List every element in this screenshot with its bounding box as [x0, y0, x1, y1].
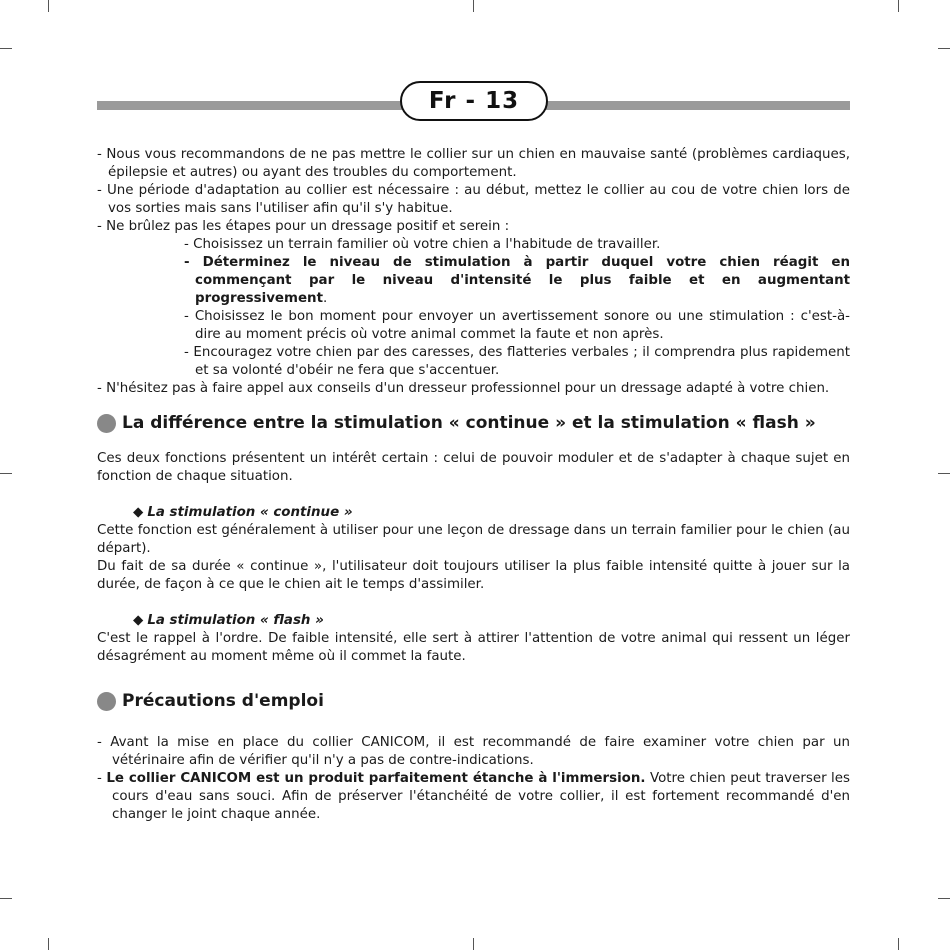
subsection-title-continue — [97, 504, 850, 522]
intro-item: - Nous vous recommandons de ne pas mettre le collier sur un chien en mauvaise santé (problèmes cardiaques, épilepsie et autres) ou ayant des troubles du comportement. — [97, 147, 850, 180]
section-intro: Ces deux fonctions présentent un intérêt certain : celui de pouvoir moduler et de s'adapter à chaque sujet en fonction de chaque situation. — [97, 451, 850, 484]
subsection-title-text: La stimulation « flash » — [147, 613, 324, 628]
subsection-title-text: La stimulation « continue » — [147, 505, 353, 520]
circle-bullet-icon — [97, 414, 116, 433]
precaution-text: Votre chien peut traverser les cours d'eau sans souci. Afin de préserver l'étanchéité de votre collier, il est fortement recommandé d'en changer le joint chaque année. — [112, 771, 850, 822]
step-item — [97, 254, 850, 308]
section-title-difference — [97, 410, 850, 436]
page-label: Fr - 13 — [400, 81, 548, 121]
intro-item: - Ne brûlez pas les étapes pour un dressage positif et serein : — [97, 219, 510, 234]
crop-mark — [473, 0, 474, 12]
step-item: - Choisissez un terrain familier où votre chien a l'habitude de travailler. — [184, 237, 661, 252]
step-item: - Encouragez votre chien par des caresses, des flatteries verbales ; il comprendra plus rapidement et sa volonté d'obéir ne fera que s'accentuer. — [184, 345, 850, 378]
crop-mark — [938, 473, 950, 474]
dash-prefix: - — [97, 771, 107, 786]
intro-item: - Une période d'adaptation au collier est nécessaire : au début, mettez le collier au cou de votre chien lors de vos sorties mais sans l'utiliser afin qu'il s'y habitue. — [97, 183, 850, 216]
crop-mark — [898, 938, 899, 950]
section-title-precautions — [97, 688, 850, 714]
crop-mark — [473, 938, 474, 950]
precaution-item — [97, 770, 850, 824]
paragraph: C'est le rappel à l'ordre. De faible intensité, elle sert à attirer l'attention de votre animal qui ressent un léger désagrément au moment même où il commet la faute. — [97, 631, 850, 664]
subsection-title-flash — [97, 612, 850, 630]
paragraph: Cette fonction est généralement à utiliser pour une leçon de dressage dans un terrain familier pour le chien (au départ). — [97, 523, 850, 556]
section-title-text: Précautions d'emploi — [122, 691, 324, 711]
precaution-item: - Avant la mise en place du collier CANICOM, il est recommandé de faire examiner votre chien par un vétérinaire afin de vérifier qu'il n'y a pas de contre-indications. — [97, 735, 850, 768]
crop-mark — [0, 473, 12, 474]
crop-mark — [0, 48, 12, 49]
diamond-bullet-icon: ◆ — [133, 505, 144, 520]
crop-mark — [48, 938, 49, 950]
closing-item: - N'hésitez pas à faire appel aux conseils d'un dresseur professionnel pour un dressage adapté à votre chien. — [97, 381, 830, 396]
crop-mark — [938, 48, 950, 49]
page-content — [97, 146, 850, 824]
step-item: - Choisissez le bon moment pour envoyer un avertissement sonore ou une stimulation : c'est-à-dire au moment précis où votre animal commet la faute et non après. — [184, 309, 850, 342]
precaution-bold-text: Le collier CANICOM est un produit parfaitement étanche à l'immersion. — [106, 771, 646, 786]
paragraph: Du fait de sa durée « continue », l'utilisateur doit toujours utiliser la plus faible intensité quitte à jouer sur la durée, de façon à ce que le chien ait le temps d'assimiler. — [97, 559, 850, 592]
crop-mark — [898, 0, 899, 12]
step-bold-text: - Déterminez le niveau de stimulation à partir duquel votre chien réagit en commençant par le niveau d'intensité le plus faible et en augmentant progressivement — [184, 255, 850, 306]
section-title-text: La différence entre la stimulation « continue » et la stimulation « flash » — [122, 413, 816, 433]
circle-bullet-icon — [97, 692, 116, 711]
crop-mark — [0, 898, 12, 899]
step-end: . — [322, 291, 328, 306]
crop-mark — [48, 0, 49, 12]
diamond-bullet-icon: ◆ — [133, 613, 144, 628]
crop-mark — [938, 898, 950, 899]
